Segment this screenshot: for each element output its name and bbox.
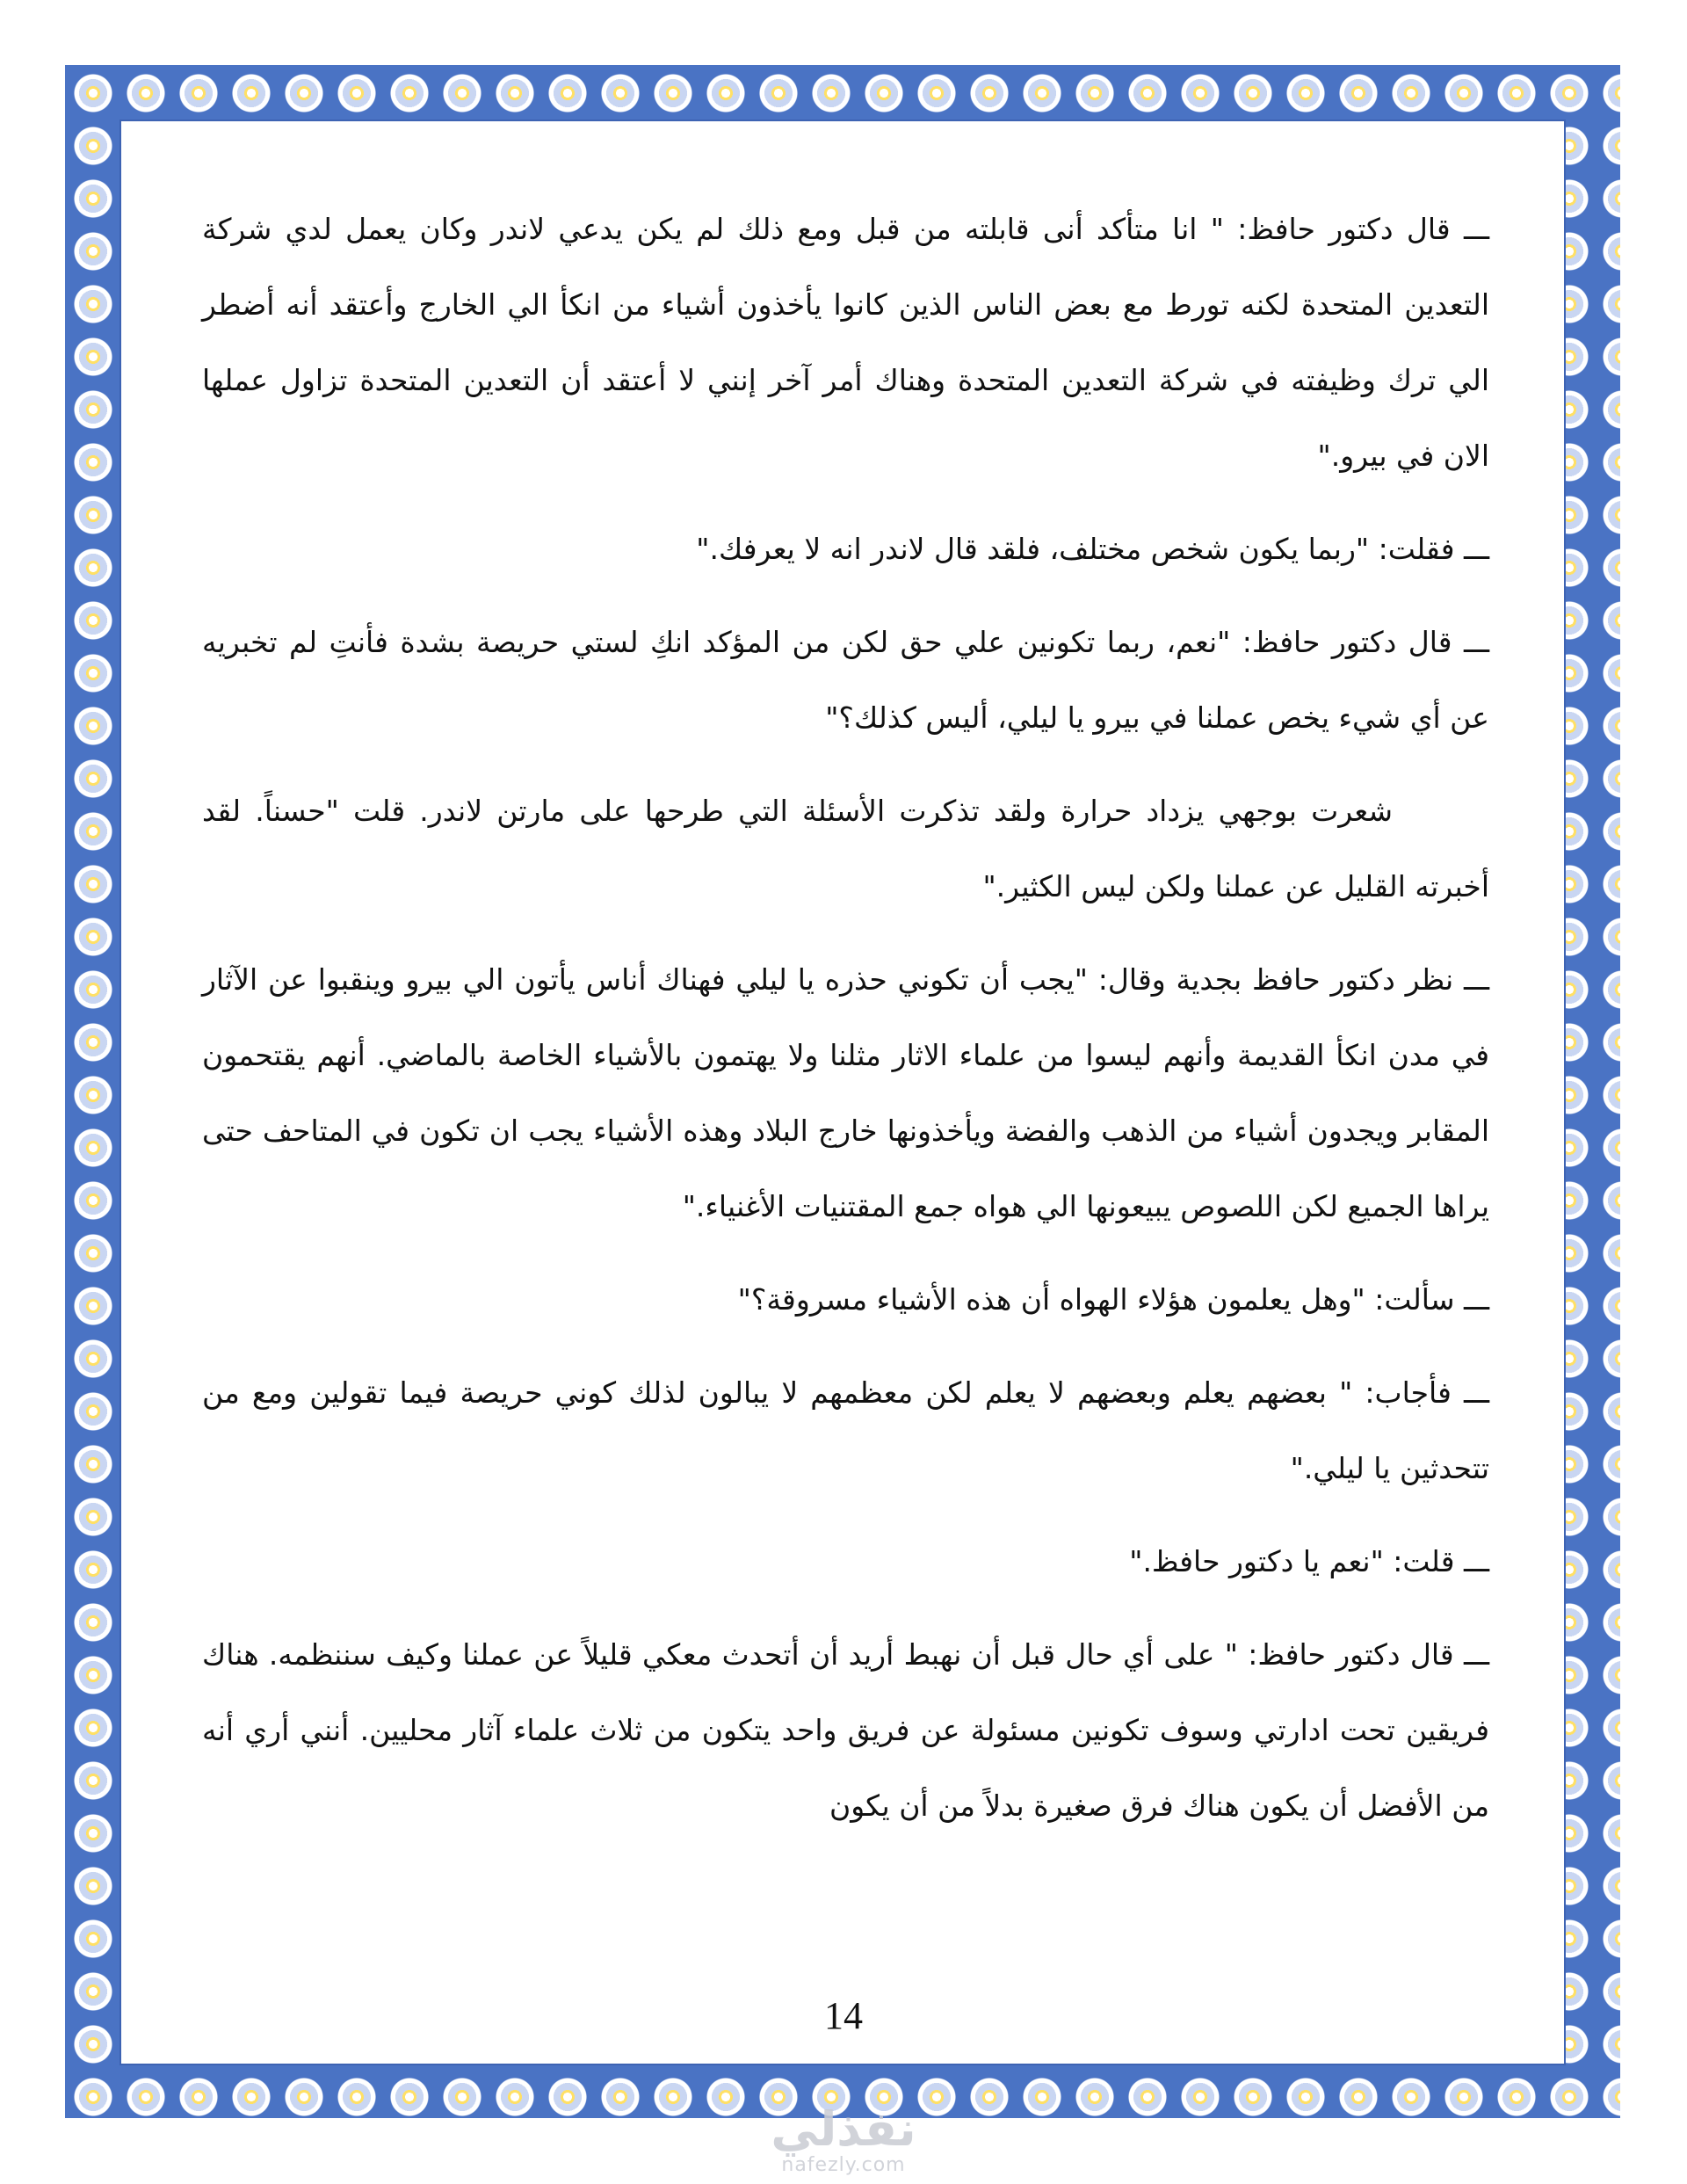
watermark-url: nafezly.com (781, 2154, 906, 2176)
paragraph-7: ـــ فأجاب: " بعضهم يعلم وبعضهم لا يعلم لكن معظمهم لا يبالون لذلك كوني حريصة فيما تقولين ومع من تتحدثين يا ليلي." (202, 1375, 1489, 1485)
body-text (202, 192, 1489, 1861)
watermark (729, 2101, 958, 2177)
paragraph-9: ـــ قال دكتور حافظ: " على أي حال قبل أن نهبط أريد أن أتحدث معكي قليلاً عن عملنا وكيف سننظمه. هناك فريقين تحت ادارتي وسوف تكونين مسئولة عن فريق واحد يتكون من ثلاث علماء آثار محليين. أنني أري أنه من الأفضل أن يكون هناك فرق صغيرة بدلاً من أن يكون (202, 1637, 1489, 1823)
page-number: 14 (824, 1994, 863, 2037)
paragraph-6: ـــ سألت: "وهل يعلمون هؤلاء الهواه أن هذه الأشياء مسروقة؟" (737, 1282, 1489, 1317)
watermark-logo: نفذلي (771, 2101, 916, 2157)
paragraph-8: ـــ قلت: "نعم يا دكتور حافظ." (1129, 1544, 1489, 1578)
paragraph-5: ـــ نظر دكتور حافظ بجدية وقال: "يجب أن تكوني حذره يا ليلي فهناك أناس يأتون الي بيرو وينقبوا عن الآثار في مدن انكأ القديمة وأنهم ليسوا من علماء الاثار مثلنا ولا يهتمون بالأشياء الخاصة بالماضي. أنهم يقتحمون المقابر ويجدون أشياء من الذهب والفضة ويأخذونها خارج البلاد وهذه الأشياء يجب ان تكون في المتاحف حتى يراها الجميع لكن اللصوص يبيعونها الي هواه جمع المقتنيات الأغنياء." (202, 962, 1489, 1223)
paragraph-3: ـــ قال دكتور حافظ: "نعم، ربما تكونين علي حق لكن من المؤكد انكِ لستي حريصة بشدة فأنتِ لم تخبريه عن أي شيء يخص عملنا في بيرو يا ليلي، أليس كذلك؟" (202, 625, 1489, 735)
paragraph-2: ـــ فقلت: "ربما يكون شخص مختلف، فلقد قال لاندر انه لا يعرفك." (696, 532, 1489, 566)
paragraph-1: ـــ قال دكتور حافظ: " انا متأكد أنى قابلته من قبل ومع ذلك لم يكن يدعي لاندر وكان يعمل لدي شركة التعدين المتحدة لكنه تورط مع بعض الناس الذين كانوا يأخذون أشياء من انكأ الي الخارج وأعتقد أنه أضطر الي ترك وظيفته في شركة التعدين المتحدة وهناك أمر آخر إنني لا أعتقد أن التعدين المتحدة تزاول عملها الان في بيرو." (202, 212, 1489, 473)
paragraph-4: شعرت بوجهي يزداد حرارة ولقد تذكرت الأسئلة التي طرحها على مارتن لاندر. قلت "حسناً. لقد أخبرته القليل عن عملنا ولكن ليس الكثير." (202, 794, 1489, 903)
